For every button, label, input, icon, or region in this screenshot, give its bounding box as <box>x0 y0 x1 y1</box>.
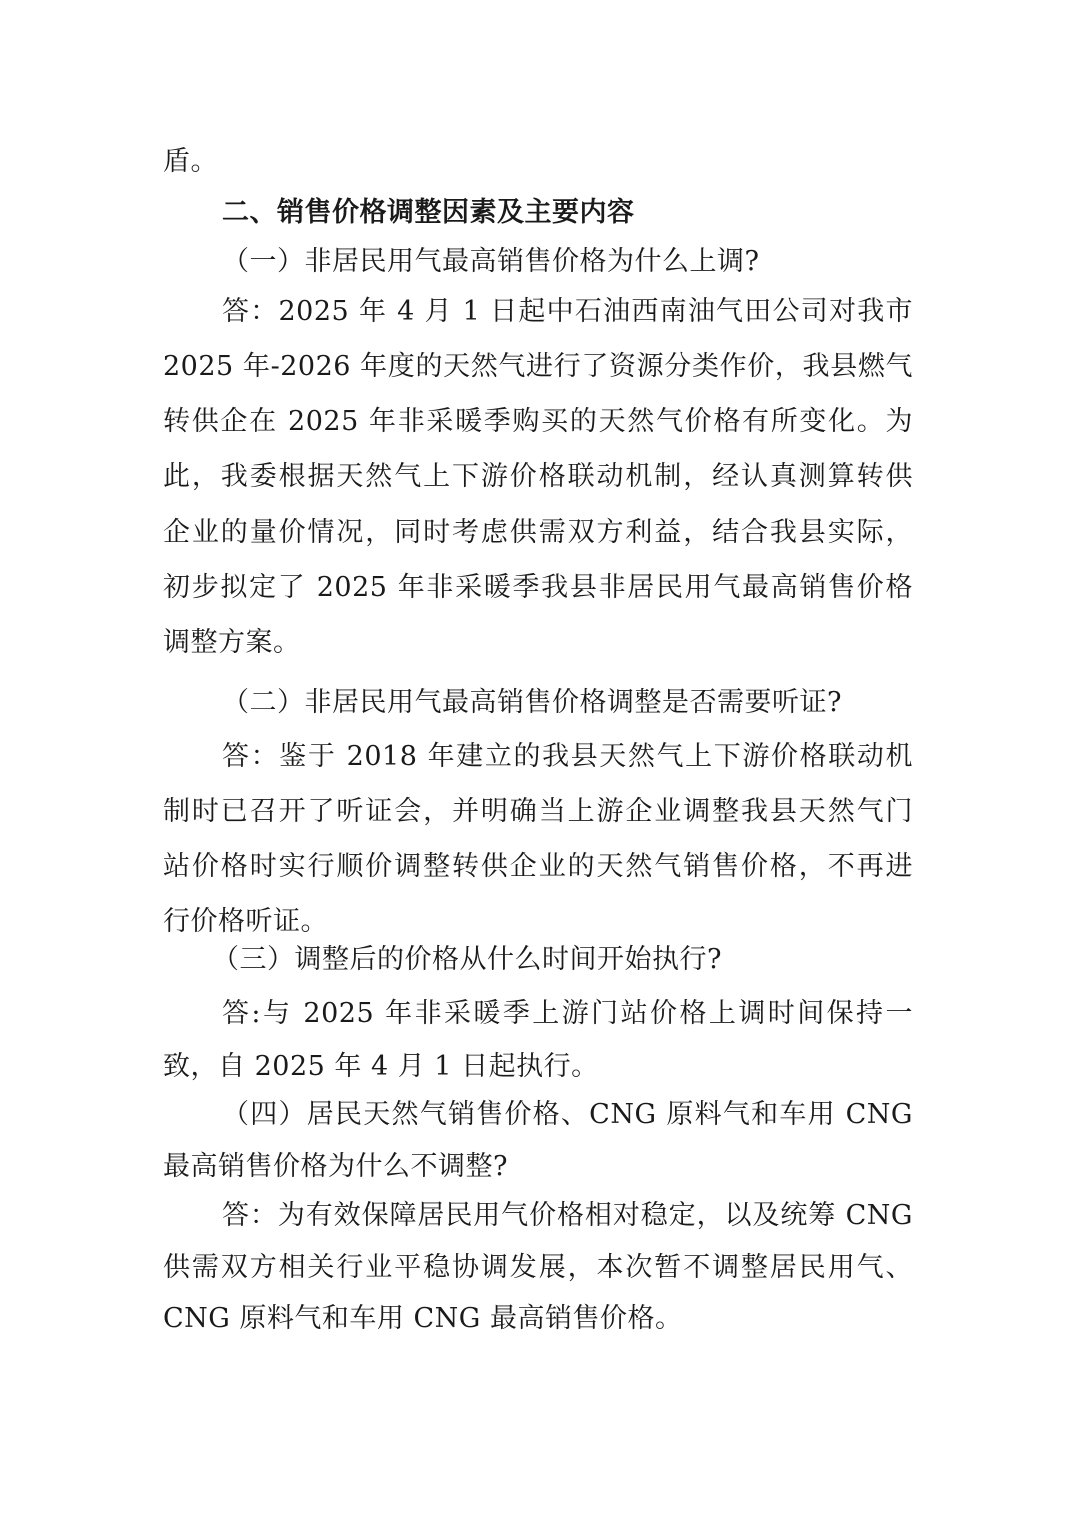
question-heading: （三）调整后的价格从什么时间开始执行? <box>212 944 722 975</box>
text-line: 答：2025 年 4 月 1 日起中石油西南油气田公司对我市 <box>222 296 913 327</box>
text-line: 供需双方相关行业平稳协调发展，本次暂不调整居民用气、 <box>163 1252 913 1283</box>
text-line: 致，自 2025 年 4 月 1 日起执行。 <box>163 1051 599 1082</box>
question-heading: （二）非居民用气最高销售价格调整是否需要听证? <box>222 687 842 718</box>
question-heading: （一）非居民用气最高销售价格为什么上调? <box>222 246 760 277</box>
text-line: 答：鉴于 2018 年建立的我县天然气上下游价格联动机 <box>222 741 913 772</box>
text-line: 制时已召开了听证会，并明确当上游企业调整我县天然气门 <box>163 796 913 827</box>
question-heading: （四）居民天然气销售价格、CNG 原料气和车用 CNG <box>222 1099 913 1130</box>
text-line: 答:与 2025 年非采暖季上游门站价格上调时间保持一 <box>222 998 913 1029</box>
text-line: 盾。 <box>163 146 218 177</box>
text-line: 此，我委根据天然气上下游价格联动机制，经认真测算转供 <box>163 461 913 492</box>
text-line: 2025 年-2026 年度的天然气进行了资源分类作价，我县燃气 <box>163 351 913 382</box>
text-line: CNG 原料气和车用 CNG 最高销售价格。 <box>163 1303 683 1334</box>
text-line: 转供企在 2025 年非采暖季购买的天然气价格有所变化。为 <box>163 406 913 437</box>
section-heading: 二、销售价格调整因素及主要内容 <box>222 197 635 228</box>
text-line: 初步拟定了 2025 年非采暖季我县非居民用气最高销售价格 <box>163 572 913 603</box>
text-line: 企业的量价情况，同时考虑供需双方利益，结合我县实际， <box>163 517 913 548</box>
text-line: 调整方案。 <box>163 627 301 658</box>
text-line: 答：为有效保障居民用气价格相对稳定，以及统筹 CNG <box>222 1200 913 1231</box>
question-heading: 最高销售价格为什么不调整? <box>163 1151 508 1182</box>
text-line: 行价格听证。 <box>163 906 328 937</box>
text-line: 站价格时实行顺价调整转供企业的天然气销售价格，不再进 <box>163 851 913 882</box>
